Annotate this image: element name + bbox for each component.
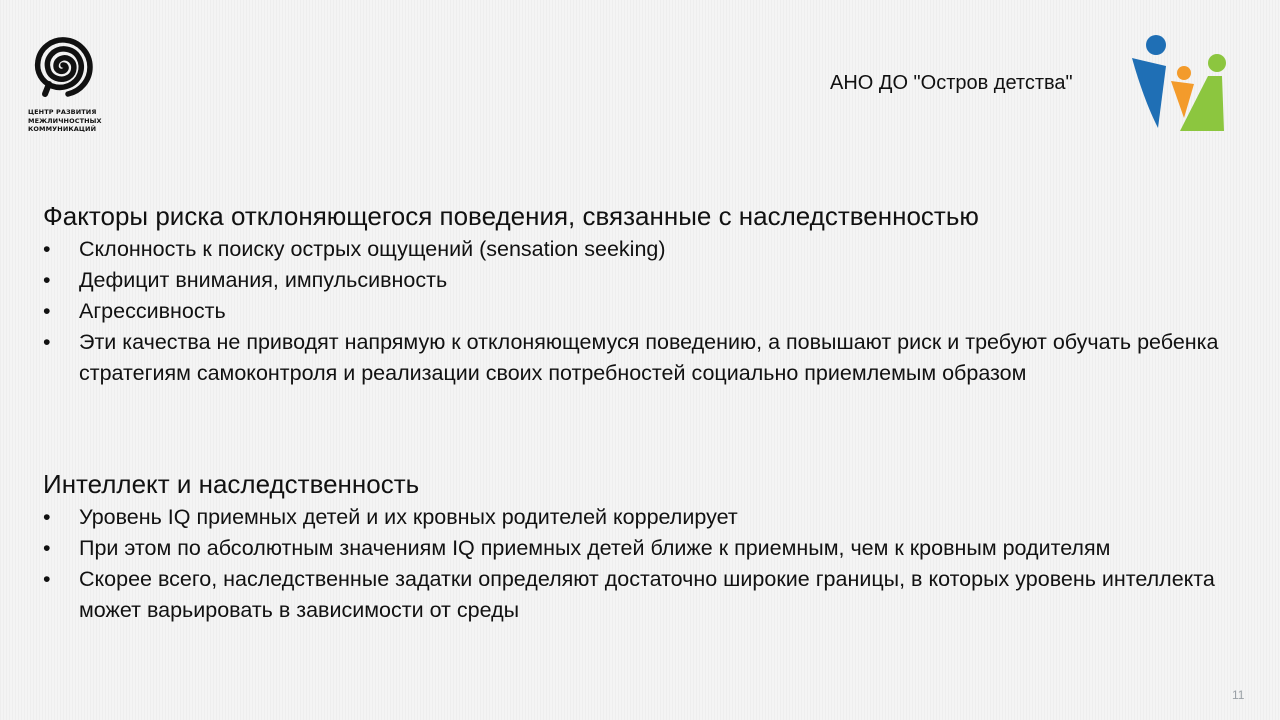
- bullet-icon: •: [43, 330, 51, 354]
- bullet-icon: •: [43, 536, 51, 560]
- section-heading: Интеллект и наследственность: [43, 469, 420, 499]
- bullet-text: Эти качества не приводят напрямую к отклоняющемуся поведению, а повышают риск и требуют обучать ребенка стратегиям самоконтроля и реализации своих потребностей социально приемлемым образом: [79, 330, 1219, 385]
- page-number: 11: [1232, 688, 1245, 702]
- bullet-icon: •: [43, 237, 51, 261]
- bullet-icon: •: [43, 567, 51, 591]
- logo-caption: ЦЕНТР РАЗВИТИЯ МЕЖЛИЧНОСТНЫХ КОММУНИКАЦИЙ: [28, 108, 102, 133]
- section-heading: Факторы риска отклоняющегося поведения, связанные с наследственностью: [43, 201, 979, 231]
- bullet-item: [43, 265, 1233, 296]
- bullet-item: [43, 234, 1233, 265]
- bullet-icon: •: [43, 268, 51, 292]
- family-figures-icon: [1128, 32, 1228, 136]
- bullet-text: Уровень IQ приемных детей и их кровных родителей коррелирует: [79, 505, 738, 529]
- bullet-item: [43, 533, 1233, 564]
- bullet-list: [43, 502, 1233, 626]
- bullet-text: Склонность к поиску острых ощущений (sensation seeking): [79, 237, 666, 261]
- section-intellect-heredity: [43, 466, 1233, 626]
- bullet-item: [43, 564, 1233, 626]
- bullet-text: Скорее всего, наследственные задатки определяют достаточно широкие границы, в которых уровень интеллекта может варьировать в зависимости от среды: [79, 567, 1215, 622]
- left-logo: [28, 34, 108, 134]
- bullet-item: [43, 327, 1233, 389]
- section-heredity-risk: [43, 198, 1233, 389]
- bullet-item: [43, 296, 1233, 327]
- organization-name: АНО ДО "Остров детства": [830, 72, 1073, 94]
- bullet-text: Дефицит внимания, импульсивность: [79, 268, 448, 292]
- bullet-text: Агрессивность: [79, 299, 226, 323]
- bullet-list: [43, 234, 1233, 389]
- bullet-icon: •: [43, 299, 51, 323]
- bullet-text: При этом по абсолютным значениям IQ приемных детей ближе к приемным, чем к кровным родителям: [79, 536, 1111, 560]
- bullet-icon: •: [43, 505, 51, 529]
- spiral-speech-bubble-icon: [30, 34, 96, 102]
- right-logo: [1128, 32, 1228, 141]
- bullet-item: [43, 502, 1233, 533]
